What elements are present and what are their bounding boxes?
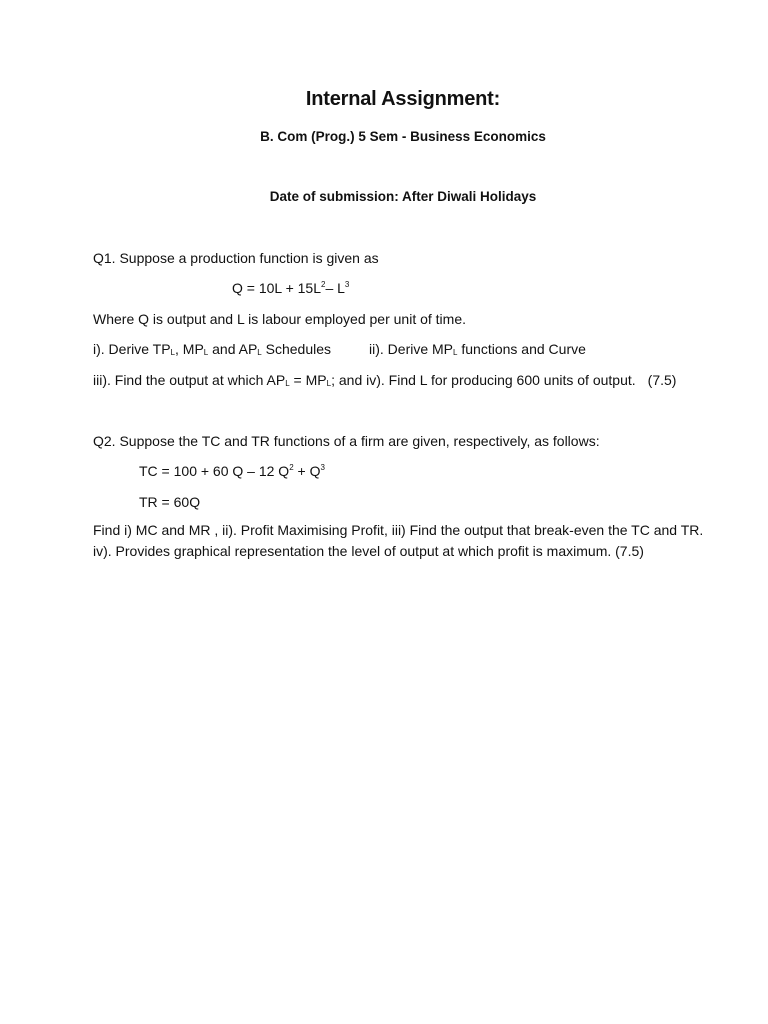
q1-part3-text-c: ; and iv). Find L for producing 600 units of output. bbox=[331, 372, 636, 388]
q2-intro: Q2. Suppose the TC and TR functions of a firm are given, respectively, as follows: bbox=[93, 433, 600, 449]
q2-tr-equation: TR = 60Q bbox=[139, 494, 201, 510]
q1-part1-text-d: Schedules bbox=[261, 341, 332, 357]
submission-date: Date of submission: After Diwali Holidays bbox=[269, 189, 537, 204]
page-title: Internal Assignment: bbox=[305, 88, 501, 110]
q1-part1 bbox=[93, 341, 331, 357]
q1-part1-text-c: and AP bbox=[208, 341, 258, 357]
q1-equation-exponent-2: 3 bbox=[344, 280, 350, 289]
q1-part3-sub-2: L bbox=[326, 379, 332, 388]
q1-part3 bbox=[93, 371, 676, 389]
q1-part2-sub-1: L bbox=[453, 348, 458, 357]
course-subtitle: B. Com (Prog.) 5 Sem - Business Economics bbox=[260, 129, 546, 144]
q1-where: Where Q is output and L is labour employed per unit of time. bbox=[93, 311, 467, 327]
q1-equation-part-a: Q = 10L + 15L bbox=[232, 280, 321, 296]
q1-intro: Q1. Suppose a production function is given as bbox=[93, 250, 379, 266]
q1-equation-part-b: – L bbox=[325, 280, 345, 296]
q1-marks: (7.5) bbox=[647, 372, 677, 388]
q2-tc-text-a: TC = 100 + 60 Q – 12 Q bbox=[139, 463, 290, 479]
q1-part1-text-b: , MP bbox=[175, 341, 204, 357]
q1-equation bbox=[232, 279, 349, 297]
q1-part3-text-b: = MP bbox=[289, 372, 327, 388]
q1-part1-sub-1: L bbox=[170, 348, 175, 357]
q1-part3-sub-1: L bbox=[285, 379, 290, 388]
q1-part1-sub-3: L bbox=[257, 348, 262, 357]
q2-tc-text-b: + Q bbox=[293, 463, 321, 479]
q2-find: Find i) MC and MR , ii). Profit Maximising Profit, iii) Find the output that break-even the TC and TR. iv). Provides graphical representation the level of output at which profit is maximum. (7.5) bbox=[93, 522, 704, 559]
q1-part3-text-a: iii). Find the output at which AP bbox=[93, 372, 286, 388]
q1-equation-exponent-1: 2 bbox=[321, 280, 326, 289]
q2-tc-exponent-1: 2 bbox=[289, 463, 294, 472]
q1-part2-text-a: ii). Derive MP bbox=[369, 341, 454, 357]
q1-part1-sub-2: L bbox=[203, 348, 209, 357]
q1-part1-text-a: i). Derive TP bbox=[93, 341, 171, 357]
q1-part2-text-b: functions and Curve bbox=[457, 341, 586, 357]
q1-parts-line bbox=[93, 340, 586, 358]
q1-part2 bbox=[369, 341, 586, 357]
q2-tc-exponent-2: 3 bbox=[320, 463, 325, 472]
q2-tc-equation bbox=[139, 462, 325, 480]
